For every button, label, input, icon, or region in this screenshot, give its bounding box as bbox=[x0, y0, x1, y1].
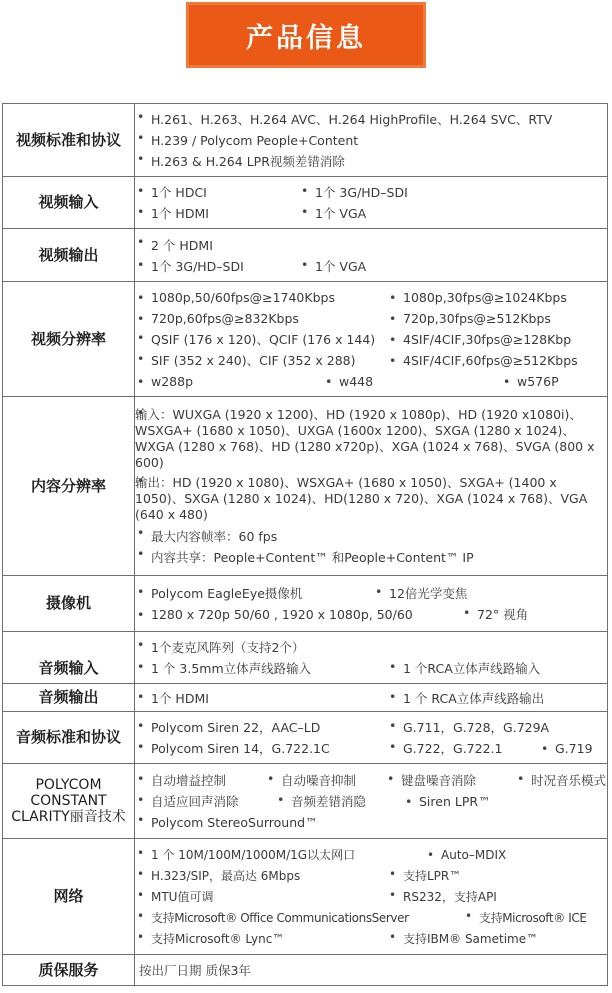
list-item: • 720p,60fps@≥832Kbps bbox=[135, 311, 387, 326]
row-label: 网络 bbox=[3, 839, 135, 955]
list-item: • Polycom Siren 14，G.722.1C bbox=[135, 739, 387, 757]
list-item: • 1 个 RCA立体声线路输出 bbox=[387, 689, 544, 707]
list-item: • 支持IBM® Sametime™ bbox=[387, 930, 538, 947]
table-row bbox=[3, 229, 608, 282]
list-item: • 2 个 HDMI bbox=[135, 234, 607, 255]
list-item: • 12倍光学变焦 bbox=[373, 584, 467, 602]
list-item: • 支持Microsoft® Office CommunicationsServer bbox=[135, 909, 463, 926]
table-row bbox=[3, 684, 608, 712]
row-content bbox=[135, 632, 608, 684]
header-banner bbox=[186, 2, 426, 68]
list-item: • 内容共享：People+Content™ 和People+Content™ IP bbox=[135, 546, 607, 567]
row-label: 视频输出 bbox=[3, 229, 135, 282]
row-label: 摄像机 bbox=[3, 576, 135, 632]
list-item: • 时况音乐模式 bbox=[515, 771, 606, 789]
list-item: • G.722，G.722.1 bbox=[387, 739, 539, 757]
list-item: • w576P bbox=[501, 374, 559, 389]
list-item: • H.261、H.263、H.264 AVC、H.264 HighProfile、H.264 SVC、RTV bbox=[135, 109, 607, 130]
row-label: POLYCOM CONSTANT CLARITY丽音技术 bbox=[3, 764, 135, 839]
list-item: • 1个 HDMI bbox=[135, 689, 387, 707]
list-item: • 4SIF/4CIF,60fps@≥512Kbps bbox=[387, 353, 578, 368]
table-row bbox=[3, 104, 608, 177]
list-item: • 1080p,30fps@≥1024Kbps bbox=[387, 290, 567, 305]
list-item: • Siren LPR™ bbox=[403, 794, 491, 809]
list-item: • 1个麦克风阵列（支持2个） bbox=[135, 637, 607, 658]
list-item: • H.263 & H.264 LPR视频差错消除 bbox=[135, 151, 607, 172]
table-row bbox=[3, 632, 608, 684]
table-row bbox=[3, 764, 608, 839]
list-item: • w288p bbox=[135, 374, 323, 389]
list-item: • 音频差错消隐 bbox=[275, 792, 403, 810]
list-item: • 输出：HD (1920 x 1080)、WSXGA+ (1680 x 1050)、SXGA+ (1400 x 1050)、SXGA (1280 x 1024)、HD(1280 x 720)、XGA (1024 x 768)、VGA (640 x 480) bbox=[135, 473, 607, 525]
warranty-text: 按出厂日期 质保3年 bbox=[139, 963, 251, 978]
row-label: 视频分辨率 bbox=[3, 282, 135, 397]
table-row bbox=[3, 282, 608, 397]
row-label: 音频输出 bbox=[3, 684, 135, 712]
row-label: 质保服务 bbox=[3, 955, 135, 986]
row-content bbox=[135, 177, 608, 229]
list-item: • H.323/SIP，最高达 6Mbps bbox=[135, 867, 387, 884]
list-item: • QSIF (176 x 120)、QCIF (176 x 144) bbox=[135, 330, 387, 348]
list-item: • Polycom StereoSurround™ bbox=[135, 812, 607, 833]
list-item: • 72° 视角 bbox=[461, 605, 528, 623]
list-item: • SIF (352 x 240)、CIF (352 x 288) bbox=[135, 351, 387, 369]
list-item: • MTU值可调 bbox=[135, 888, 387, 905]
row-content bbox=[135, 397, 608, 576]
list-item: • G.711，G.728，G.729A bbox=[387, 718, 549, 736]
list-item: • Auto–MDIX bbox=[425, 848, 506, 862]
list-item: • 最大内容帧率：60 fps bbox=[135, 525, 607, 546]
row-label: 视频输入 bbox=[3, 177, 135, 229]
table-row bbox=[3, 839, 608, 955]
row-content bbox=[135, 712, 608, 764]
list-item: • 自动增益控制 bbox=[135, 771, 265, 789]
list-item: • G.719 bbox=[539, 741, 593, 756]
list-item: • 输入：WUXGA (1920 x 1200)、HD (1920 x 1080p)、HD (1920 x1080i)、WSXGA+ (1680 x 1050)、UXGA (1600x 1200)、SXGA (1280 x 1024)、WXGA (1280 x 768)、HD (1280 x720p)、XGA (1024 x 768)、SVGA (800 x 600) bbox=[135, 405, 607, 473]
list-item: • Polycom EagleEye摄像机 bbox=[135, 584, 373, 602]
list-item: • 1 个 3.5mm立体声线路输入 bbox=[135, 659, 387, 677]
row-content bbox=[135, 576, 608, 632]
list-item: • 720p,30fps@≥512Kbps bbox=[387, 311, 551, 326]
row-label: 内容分辨率 bbox=[3, 397, 135, 576]
row-content bbox=[135, 104, 608, 177]
row-content bbox=[135, 229, 608, 282]
list-item: • 1280 x 720p 50/60 , 1920 x 1080p, 50/60 bbox=[135, 607, 461, 622]
table-row bbox=[3, 576, 608, 632]
row-content bbox=[135, 764, 608, 839]
row-content bbox=[135, 955, 608, 986]
list-item: • RS232，支持API bbox=[387, 888, 497, 905]
list-item: • 1 个RCA立体声线路输入 bbox=[387, 659, 540, 677]
list-item: • 1个 3G/HD–SDI bbox=[135, 257, 299, 275]
list-item: • 1个 3G/HD–SDI bbox=[299, 183, 408, 201]
list-item: • 1080p,50/60fps@≥1740Kbps bbox=[135, 290, 387, 305]
list-item: • 1个 VGA bbox=[299, 257, 366, 275]
list-item: • 自动噪音抑制 bbox=[265, 771, 385, 789]
list-item: • Polycom Siren 22，AAC–LD bbox=[135, 718, 387, 736]
list-item: • 键盘噪音消除 bbox=[385, 771, 515, 789]
row-label: 视频标准和协议 bbox=[3, 104, 135, 177]
list-item: • 支持Microsoft® Lync™ bbox=[135, 930, 387, 947]
table-row bbox=[3, 955, 608, 986]
list-item: • 1个 HDMI bbox=[135, 204, 299, 222]
list-item: • H.239 / Polycom People+Content bbox=[135, 130, 607, 151]
row-content bbox=[135, 839, 608, 955]
list-item: • 支持Microsoft® ICE bbox=[463, 909, 587, 926]
list-item: • 4SIF/4CIF,30fps@≥128Kbp bbox=[387, 332, 571, 347]
list-item: • w448 bbox=[323, 374, 501, 389]
spec-table bbox=[2, 103, 608, 986]
list-item: • 1个 VGA bbox=[299, 204, 366, 222]
list-item: • 自适应回声消除 bbox=[135, 792, 275, 810]
row-content bbox=[135, 282, 608, 397]
page-title: 产品信息 bbox=[246, 22, 366, 54]
row-label: 音频标准和协议 bbox=[3, 712, 135, 764]
row-content bbox=[135, 684, 608, 712]
list-item: • 支持LPR™ bbox=[387, 867, 461, 884]
table-row bbox=[3, 177, 608, 229]
table-row bbox=[3, 712, 608, 764]
row-label: 音频输入 bbox=[3, 632, 135, 684]
table-row bbox=[3, 397, 608, 576]
list-item: • 1个 HDCI bbox=[135, 183, 299, 201]
list-item: • 1 个 10M/100M/1000M/1G以太网口 bbox=[135, 846, 425, 863]
